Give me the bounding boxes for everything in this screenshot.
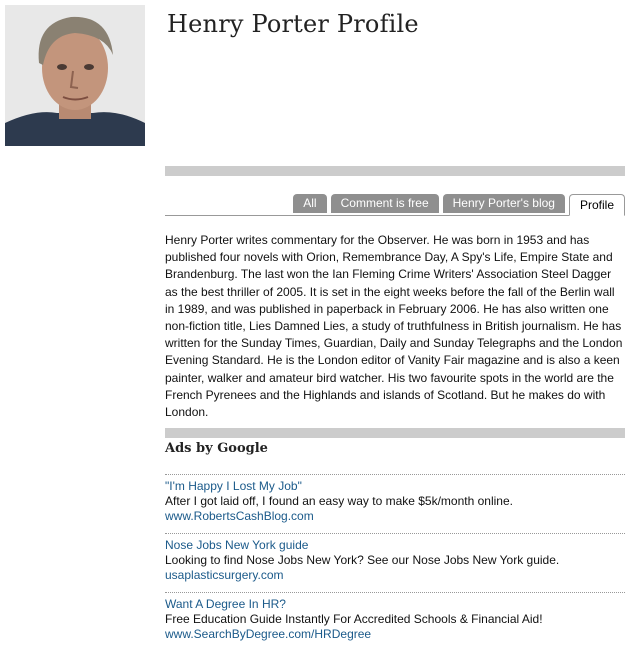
ad-title-link[interactable]: Nose Jobs New York guide [165,538,309,552]
ad-description: After I got laid off, I found an easy way to make $5k/month online. [165,494,513,508]
tab-profile[interactable]: Profile [569,194,625,216]
ad-url-link[interactable]: usaplasticsurgery.com [165,568,284,582]
ad-url-link[interactable]: www.RobertsCashBlog.com [165,509,314,523]
tab-list [293,194,625,216]
tab-bar [165,193,625,216]
ads-heading: Ads by Google [165,441,268,456]
page-title: Henry Porter Profile [167,10,419,38]
tab-comment-is-free[interactable]: Comment is free [331,194,439,213]
tab-henry-porters-blog[interactable]: Henry Porter's blog [443,194,565,213]
ad-title-link[interactable]: "I'm Happy I Lost My Job" [165,479,302,493]
ad-description: Free Education Guide Instantly For Accredited Schools & Financial Aid! [165,612,543,626]
divider-bar [165,166,625,176]
portrait-image [5,5,145,146]
ad-item [165,533,625,592]
ads-list [165,474,625,651]
ad-url-link[interactable]: www.SearchByDegree.com/HRDegree [165,627,372,641]
ad-description: Looking to find Nose Jobs New York? See our Nose Jobs New York guide. [165,553,560,567]
ad-item [165,592,625,651]
ad-title-link[interactable]: Want A Degree In HR? [165,597,286,611]
ad-item [165,474,625,533]
profile-bio: Henry Porter writes commentary for the Observer. He was born in 1953 and has published four novels with Orion, Remembrance Day, A Spy's Life, Empire State and Brandenburg. The last won the Ian Fleming Crime Writers' Association Steel Dagger as the best thriller of 2005. It is set in the eight weeks before the fall of the Berlin wall in 1989, and was published in paperback in February 2006. He has also written one non-fiction title, Lies Damned Lies, a study of truthfulness in British journalism. He has written for the Sunday Times, Guardian, Daily and Sunday Telegraphs and the London Evening Standard. He is the London editor of Vanity Fair magazine and is also a keen painter, walker and amateur bird watcher. His two favourite spots in the world are the French Pyrenees and the Highlands and islands of Scotland. But he makes do with London. [165,233,623,420]
tab-all[interactable]: All [293,194,326,213]
profile-photo [5,5,145,146]
divider-bar [165,428,625,438]
